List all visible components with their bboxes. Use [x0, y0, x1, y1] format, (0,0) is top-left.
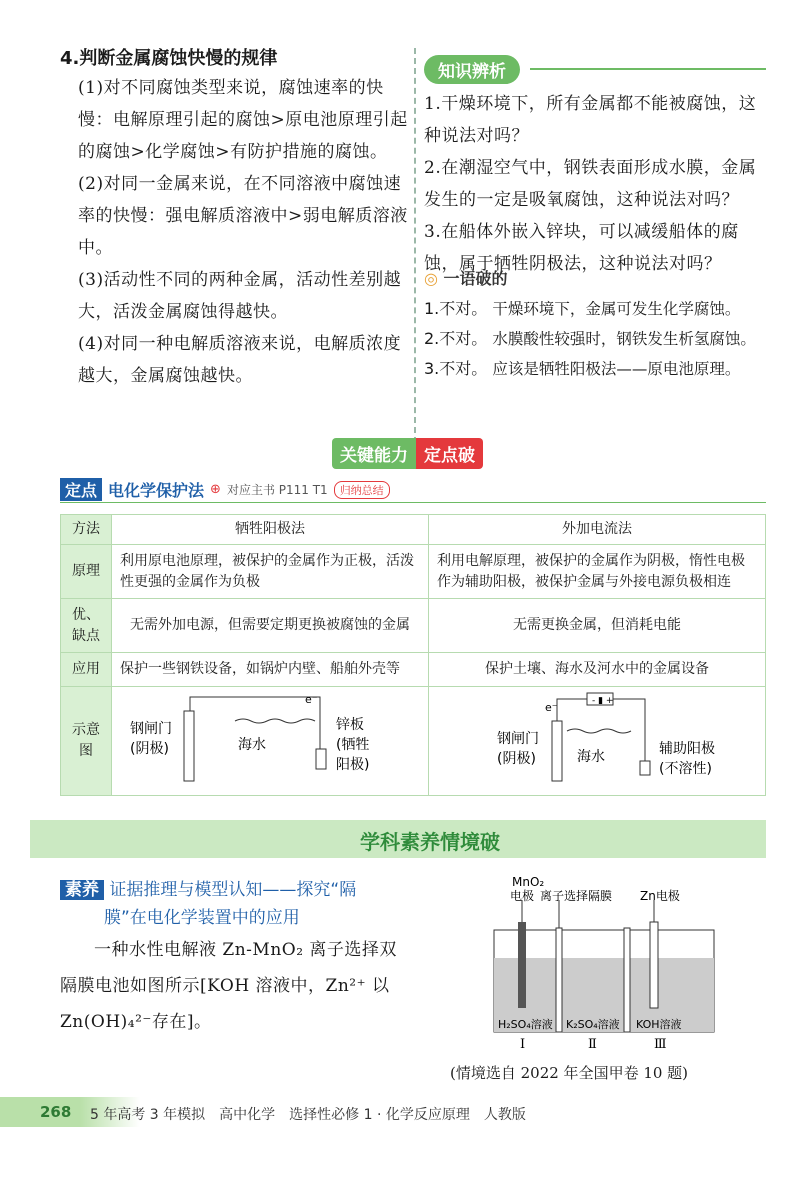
- table-cell: 牺牲阳极法: [112, 515, 429, 545]
- question-2: 2.在潮湿空气中，钢铁表面形成水膜，金属发生的一定是吸氧腐蚀，这种说法对吗？: [424, 158, 757, 210]
- question-1: 1.干燥环境下，所有金属都不能被腐蚀，这种说法对吗？: [424, 94, 757, 146]
- column-divider: [414, 48, 416, 443]
- table-cell: 保护一些钢铁设备，如锅炉内壁、船舶外壳等: [112, 653, 429, 687]
- battery-caption: (情境选自 2022 年全国甲卷 10 题): [450, 1064, 689, 1082]
- literacy-paragraph: 一种水性电解液 Zn-MnO₂ 离子选择双 隔膜电池如图所示[KOH 溶液中，Zn²⁺ 以 Zn(OH)₄²⁻存在]。: [60, 940, 397, 1032]
- mno2-label: MnO₂: [512, 875, 545, 889]
- gate-label: 钢闸门: [497, 731, 539, 747]
- region-1-label: Ⅰ: [520, 1037, 526, 1052]
- gate-label-2: (阴极): [497, 751, 536, 767]
- table-header-row: [61, 515, 766, 545]
- table-row: [61, 599, 766, 653]
- focus-header: [60, 478, 390, 501]
- table-cell: 原理: [61, 545, 112, 599]
- target-icon: ◎: [424, 269, 438, 288]
- zinc-label-3: 阳极): [336, 757, 370, 773]
- region-2-label: Ⅱ: [588, 1037, 597, 1052]
- knowledge-tag: 知识辨析: [424, 55, 520, 84]
- focus-underline: [60, 502, 766, 503]
- aux-anode-label: 辅助阳极: [659, 741, 715, 757]
- answer-2: 2.不对。 水膜酸性较强时，钢铁发生析氢腐蚀。: [424, 329, 756, 348]
- electron-label: e⁻: [305, 693, 318, 706]
- table-row: [61, 687, 766, 796]
- gate-label: 钢闸门: [130, 721, 172, 737]
- diagram-impressed-current: [429, 687, 766, 796]
- footer-text: 5 年高考 3 年模拟 高中化学 选择性必修 1 · 化学反应原理 人教版: [90, 1107, 526, 1123]
- rule-list: [78, 72, 408, 392]
- zinc-label-2: (牺牲: [336, 737, 370, 753]
- table-row: [61, 545, 766, 599]
- seawater-label: 海水: [577, 749, 605, 765]
- section-heading: 4.判断金属腐蚀快慢的规律: [60, 48, 278, 69]
- membrane-label: 离子选择隔膜: [540, 889, 613, 903]
- region-3-label: Ⅲ: [654, 1037, 667, 1052]
- table-cell: 无需外加电源，但需要定期更换被腐蚀的金属: [112, 599, 429, 653]
- answer-1: 1.不对。 干燥环境下，金属可发生化学腐蚀。: [424, 299, 741, 318]
- table-cell: 外加电流法: [429, 515, 766, 545]
- gate-label-2: (阴极): [130, 741, 169, 757]
- clock-icon: ⊕: [210, 482, 221, 497]
- aux-anode-label-2: (不溶性): [659, 761, 712, 777]
- summary-badge: 归纳总结: [334, 481, 390, 499]
- focus-ref: 对应主书 P111 T1: [226, 483, 328, 497]
- seawater-label: 海水: [238, 737, 266, 753]
- literacy-title: 素养 证据推理与模型认知——探究“隔 膜”在电化学装置中的应用: [60, 876, 405, 932]
- answer-heading: ◎ 一语破的: [424, 269, 508, 288]
- question-list: [424, 88, 770, 280]
- zn-label: Zn电极: [640, 889, 680, 903]
- rule-item-4: (4)对同一种电解质溶液来说，电解质浓度越大，金属腐蚀越快。: [78, 334, 402, 386]
- table-cell: 保护土壤、海水及河水中的金属设备: [429, 653, 766, 687]
- table-cell: 示意图: [61, 687, 112, 796]
- rule-item-3: (3)活动性不同的两种金属，活动性差别越大，活泼金属腐蚀得越快。: [78, 270, 402, 322]
- key-ability-banner: 关键能力 定点破: [332, 438, 483, 469]
- impressed-current-diagram: [437, 691, 757, 791]
- solution-2-label: K₂SO₄溶液: [566, 1018, 620, 1031]
- literacy-tag: 素养: [60, 880, 104, 900]
- table-cell: 应用: [61, 653, 112, 687]
- table-cell: 方法: [61, 515, 112, 545]
- literacy-banner-title: 学科素养情境破: [360, 830, 500, 854]
- focus-title: 电化学保护法: [108, 481, 205, 500]
- table-cell: 优、缺点: [61, 599, 112, 653]
- electron-label: e⁻: [545, 701, 558, 714]
- tag-rule-line: [530, 68, 766, 70]
- mno2-label-2: 电极: [510, 889, 535, 903]
- protection-method-table: [60, 514, 766, 796]
- answer-3: 3.不对。 应该是牺牲阳极法——原电池原理。: [424, 359, 741, 378]
- battery-diagram: [490, 872, 740, 1052]
- page-number: 268: [40, 1103, 72, 1121]
- focus-tag: 定点: [60, 478, 102, 501]
- rule-item-2: (2)对同一金属来说，在不同溶液中腐蚀速率的快慢：强电解质溶液中>弱电解质溶液中。: [78, 174, 408, 258]
- table-cell: 无需更换金属，但消耗电能: [429, 599, 766, 653]
- zinc-label: 锌板: [336, 717, 364, 733]
- diagram-sacrificial-anode: [112, 687, 429, 796]
- table-cell: 利用电解原理，被保护的金属作为阴极，惰性电极作为辅助阳极，被保护金属与外接电源负极相连: [429, 545, 766, 599]
- solution-1-label: H₂SO₄溶液: [498, 1018, 553, 1031]
- sacrificial-anode-diagram: [120, 691, 420, 791]
- answer-list: [424, 294, 770, 384]
- rule-item-1: (1)对不同腐蚀类型来说，腐蚀速率的快慢：电解原理引起的腐蚀>原电池原理引起的腐蚀>化学腐蚀>有防护措施的腐蚀。: [78, 78, 408, 162]
- solution-3-label: KOH溶液: [636, 1018, 682, 1031]
- table-cell: 利用原电池原理，被保护的金属作为正极，活泼性更强的金属作为负极: [112, 545, 429, 599]
- question-3: 3.在船体外嵌入锌块，可以减缓船体的腐蚀，属于牺牲阴极法，这种说法对吗？: [424, 222, 739, 274]
- svg-text:- ▮ +: - ▮ +: [592, 696, 614, 706]
- table-row: [61, 653, 766, 687]
